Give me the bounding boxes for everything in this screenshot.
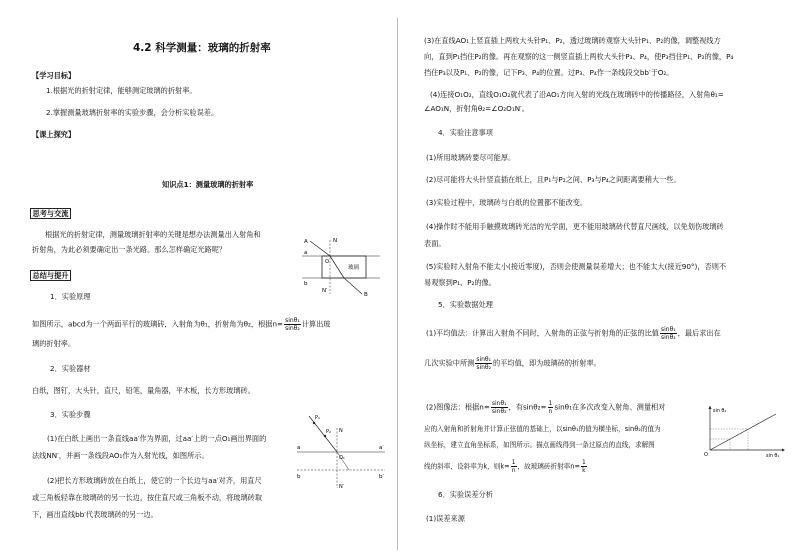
graph-method-line-2: 应的入射角和折射角并计算正弦值的基础上，以sinθ₁的值为横坐标，sinθ₂的值为: [424, 425, 661, 433]
equipment-text: 白纸，图钉，大头针，直尺，铅笔，量角器，平木板，长方形玻璃砖。: [32, 386, 255, 395]
average-method-line-1: [426, 326, 721, 341]
note-5-line-1: (5)实验时入射角不能太小(接近零度)，否则会使测量误差增大；也不能太大(接近90°)，否则不: [426, 262, 727, 271]
fig1-label-a: A: [304, 239, 308, 245]
one-over-n-fraction: $\frac{1}{n}$: [548, 400, 553, 415]
principle-text-end: 计算出玻: [301, 319, 331, 329]
principle-line-1: [32, 317, 331, 332]
average-method-line-2: [424, 356, 601, 371]
step2-line-2: 或三角板轻靠在玻璃砖的另一长边，按住直尺或三角板不动，将玻璃砖取: [32, 493, 263, 502]
think-line-2: 折射角，为此必须要确定出一条光路。那么怎样确定光路呢？: [32, 245, 227, 254]
fig2-label-a2: a′: [379, 445, 384, 451]
column-divider: [397, 18, 398, 550]
graph-method-line-1: [426, 400, 665, 415]
fig2-label-b2: b′: [379, 474, 384, 480]
fig1-label-n: N: [333, 238, 338, 244]
note-5-line-2: 易观察到P₁、P₂的像。: [424, 278, 496, 287]
step4-line-1: (4)连接O₁O₂，直线O₁O₂就代表了沿AO₁方向入射的光线在玻璃砖中的传播路径，入射角θ₁=: [430, 90, 724, 99]
step2-line-3: 下，画出直线bb′代表玻璃砖的另一边。: [32, 510, 158, 519]
principle-fraction: $\frac{\text{sinθ₁}}{\text{sinθ₂}}$: [285, 317, 300, 332]
slope-text-2: ，故玻璃砖折射率n=: [517, 462, 580, 471]
step2-line-1: (2)把长方形玻璃砖放在白纸上，使它的一个长边与aa′对齐，用直尺: [47, 476, 262, 485]
principle-text: 如图所示，abcd为一个两面平行的玻璃砖，入射角为θ₁，折射角为θ₂，根据n=: [32, 319, 284, 329]
goal-2: 2.掌握测量玻璃折射率的实验步骤，会分析实验误差。: [46, 108, 219, 117]
graph-y-axis-label: sin θ₂: [713, 409, 727, 414]
step3-line-1: (3)在直线AO₁上竖直插上两枚大头针P₁、P₂，透过玻璃砖观察大头针P₁、P₂的像，调整视线方: [424, 36, 721, 45]
fig2-label-n2: N′: [339, 484, 344, 490]
average-method-text-end: ，最后求出在: [677, 328, 721, 338]
graph-origin-label: O: [704, 452, 708, 458]
think-label: 思考与交流: [30, 208, 71, 219]
step1-line-2: 法线NN′，并画一条线段AO₁作为入射光线，如图所示。: [32, 451, 209, 460]
fig1-label-b2: B: [364, 292, 368, 298]
average-ratio-fraction: $\frac{\text{sinθ₁}}{\text{sinθ₂}}$: [661, 326, 676, 341]
graph-method-fraction: $\frac{\text{sinθ₁}}{\text{sinθ₂}}$: [491, 400, 507, 415]
average-method-text-2: 几次实验中所测: [424, 358, 475, 368]
note-1: (1)所用玻璃砖要尽可能厚。: [426, 153, 516, 162]
section-6-title: 6．实验误差分析: [438, 490, 493, 499]
slope-fraction: $\frac{1}{n}$: [511, 459, 516, 474]
step1-line-1: (1)在白纸上画出一条直线aa′作为界面，过aa′上的一点O₁画出界面的: [47, 434, 267, 443]
section-2-title: 2．实验器材: [50, 364, 91, 373]
fig2-label-o1: O₁: [339, 455, 345, 461]
average-method-text-3: 的平均值，即为玻璃砖的折射率。: [493, 358, 601, 368]
section-3-title: 3．实验步骤: [50, 410, 91, 419]
incident-ray-figure: [295, 408, 387, 490]
step3-line-2: 向，直到P₁挡住P₂的像。再在观察的这一侧竖直插上两枚大头针P₃、P₄，使P₃挡住P₁、P₂的像，P₄: [424, 52, 734, 61]
section-5-title: 5．实验数据处理: [438, 300, 493, 309]
knowledge-point-title: 知识点1：测量玻璃的折射率: [162, 180, 254, 189]
index-fraction: $\frac{1}{k}$: [582, 459, 586, 474]
fig2-label-n: N: [339, 428, 343, 434]
graph-method-text-2: ，有sinθ₂=: [508, 402, 547, 412]
note-4-line-2: 表面。: [424, 239, 446, 248]
section-1-title: 1．实验原理: [50, 292, 91, 301]
note-3: (3)实验过程中，玻璃砖与白纸的位置都不能改变。: [426, 198, 588, 207]
principle-line-2: 璃的折射率。: [32, 339, 76, 348]
error-source: (1)误差来源: [426, 514, 465, 523]
graph-x-axis-label: sin θ₁: [766, 454, 780, 458]
fig1-label-o: O: [325, 259, 329, 265]
goal-1: 1.根据光的折射定律，能够测定玻璃的折射率。: [46, 86, 197, 95]
fig2-label-p1: P₁: [315, 415, 321, 421]
graph-method-text-3: sinθ₁在多次改变入射角、测量相对: [554, 402, 666, 412]
fig2-label-p2: P₂: [326, 429, 332, 435]
average-method-text: (1)平均值法：计算出入射角不同时，入射角的正弦与折射角的正弦的比值: [426, 328, 659, 338]
step4-line-2: ∠AO₁N，折射角θ₂=∠O₂O₁N′。: [424, 104, 529, 113]
fig1-label-n2: N′: [322, 288, 328, 294]
note-4-line-1: (4)操作时不能用手触摸玻璃砖光洁的光学面，更不能用玻璃砖代替直尺画线，以免划伤玻璃砖: [426, 222, 724, 231]
fig2-label-a: a: [297, 445, 301, 451]
glass-block-figure: [300, 236, 384, 298]
slope-text: 线的斜率，设斜率为k，则k=: [424, 462, 510, 471]
fig1-label-a2: a: [304, 250, 308, 256]
step3-line-3: 挡住P₃以及P₁、P₂的像，记下P₃、P₄的位置。过P₃、P₄作一条线段交bb′于O₂。: [424, 68, 674, 77]
goal-header: 【学习目标】: [32, 71, 76, 80]
section-4-title: 4．实验注意事项: [438, 128, 493, 137]
graph-method-text: (2)图像法：根据n=: [426, 402, 490, 412]
explore-header: 【课上探究】: [32, 130, 76, 139]
graph-method-line-3: 纵坐标，建立直角坐标系，如图所示。描点画线得到一条过原点的直线，求解图: [424, 441, 655, 449]
summary-label: 总结与提升: [30, 270, 71, 281]
graph-method-line-4: [424, 459, 588, 474]
fig1-label-glass: 玻璃: [348, 265, 360, 271]
fig2-label-b: b: [297, 474, 301, 480]
average-ratio-fraction-2: $\frac{\text{sinθ₁}}{\text{sinθ₂}}$: [476, 356, 491, 371]
fig1-label-b: b: [304, 281, 308, 287]
sin-graph-figure: [702, 404, 786, 458]
think-line-1: 根据光的折射定律，测量玻璃折射率的关键是想办法测量出入射角和: [45, 230, 261, 239]
doc-title: 4.2 科学测量：玻璃的折射率: [133, 42, 271, 54]
note-2: (2)尽可能将大头针竖直插在纸上，且P₁与P₂之间、P₃与P₄之间距离要稍大一些。: [426, 175, 681, 184]
